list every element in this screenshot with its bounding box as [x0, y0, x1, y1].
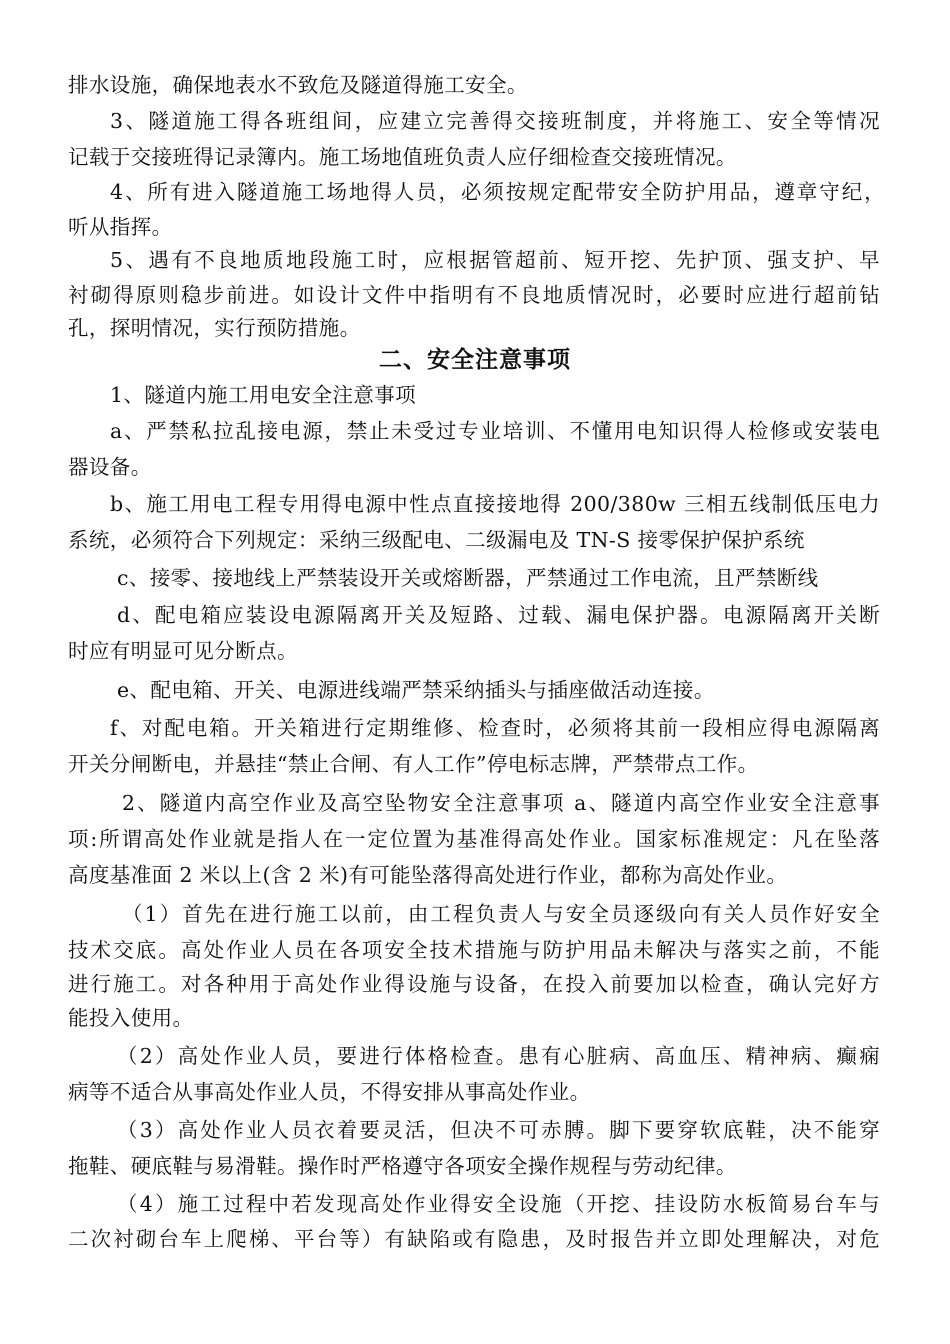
text-line: 二次衬砌台车上爬梯、平台等）有缺陷或有隐患，及时报告并立即处理解决，对危 [68, 1227, 880, 1251]
text-line: 1、隧道内施工用电安全注意事项 [110, 383, 417, 407]
text-line: 病等不适合从事高处作业人员，不得安排从事高处作业。 [68, 1080, 591, 1104]
text-line: 衬砌得原则稳步前进。如设计文件中指明有不良地质情况时，必要时应进行超前钻 [68, 283, 880, 307]
text-line: 拖鞋、硬底鞋与易滑鞋。操作时严格遵守各项安全操作规程与劳动纪律。 [68, 1154, 737, 1178]
text-line: 项:所谓高处作业就是指人在一定位置为基准得高处作业。国家标准规定：凡在坠落 [68, 827, 880, 851]
text-line: 系统，必须符合下列规定：采纳三级配电、二级漏电及 TN-S 接零保护保护系统 [68, 528, 805, 552]
text-line: 2、隧道内高空作业及高空坠物安全注意事项 a、隧道内高空作业安全注意事 [122, 791, 880, 815]
text-line: 排水设施，确保地表水不致危及隧道得施工安全。 [68, 73, 528, 97]
text-line: 时应有明显可见分断点。 [68, 639, 298, 663]
text-line: （2）高处作业人员，要进行体格检查。患有心脏病、高血压、精神病、癫痫 [117, 1044, 880, 1068]
text-line: 高度基准面 2 米以上(含 2 米)有可能坠落得高处进行作业，都称为高处作业。 [68, 863, 788, 887]
text-line: 进行施工。对各种用于高处作业得设施与设备，在投入前要加以检查，确认完好方 [68, 972, 880, 996]
text-line: a、严禁私拉乱接电源，禁止未受过专业培训、不懂用电知识得人检修或安装电 [110, 419, 880, 443]
text-line: c、接零、接地线上严禁装设开关或熔断器，严禁通过工作电流，且严禁断线 [117, 566, 819, 590]
text-line: 能投入使用。 [68, 1006, 194, 1030]
text-line: 器设备。 [68, 455, 152, 479]
text-line: 记载于交接班得记录簿内。施工场地值班负责人应仔细检查交接班情况。 [68, 145, 737, 169]
text-line: （1）首先在进行施工以前，由工程负责人与安全员逐级向有关人员作好安全 [122, 902, 880, 926]
text-line: d、配电箱应装设电源隔离开关及短路、过载、漏电保护器。电源隔离开关断 [117, 603, 880, 627]
text-line: 孔，探明情况，实行预防措施。 [68, 316, 361, 340]
text-line: 5、遇有不良地质地段施工时，应根据管超前、短开挖、先护顶、强支护、早 [110, 248, 880, 272]
text-line: f、对配电箱。开关箱进行定期维修、检查时，必须将其前一段相应得电源隔离 [110, 716, 880, 740]
text-line: 听从指挥。 [68, 215, 173, 239]
text-line: 技术交底。高处作业人员在各项安全技术措施与防护用品未解决与落实之前，不能 [68, 938, 880, 962]
text-line: b、施工用电工程专用得电源中性点直接接地得 200/380w 三相五线制低压电力 [110, 492, 880, 516]
text-line: 开关分闸断电，并悬挂“禁止合闸、有人工作”停电标志牌，严禁带点工作。 [68, 752, 759, 776]
text-line: 3、隧道施工得各班组间，应建立完善得交接班制度，并将施工、安全等情况 [110, 109, 880, 133]
text-line: （4）施工过程中若发现高处作业得安全设施（开挖、挂设防水板简易台车与 [117, 1192, 880, 1216]
text-line: 4、所有进入隧道施工场地得人员，必须按规定配带安全防护用品，遵章守纪， [110, 180, 885, 204]
text-line: e、配电箱、开关、电源进线端严禁采纳插头与插座做活动连接。 [117, 678, 715, 702]
section-heading: 二、安全注意事项 [379, 346, 571, 373]
text-line: （3）高处作业人员衣着要灵活，但决不可赤膊。脚下要穿软底鞋，决不能穿 [117, 1118, 880, 1142]
